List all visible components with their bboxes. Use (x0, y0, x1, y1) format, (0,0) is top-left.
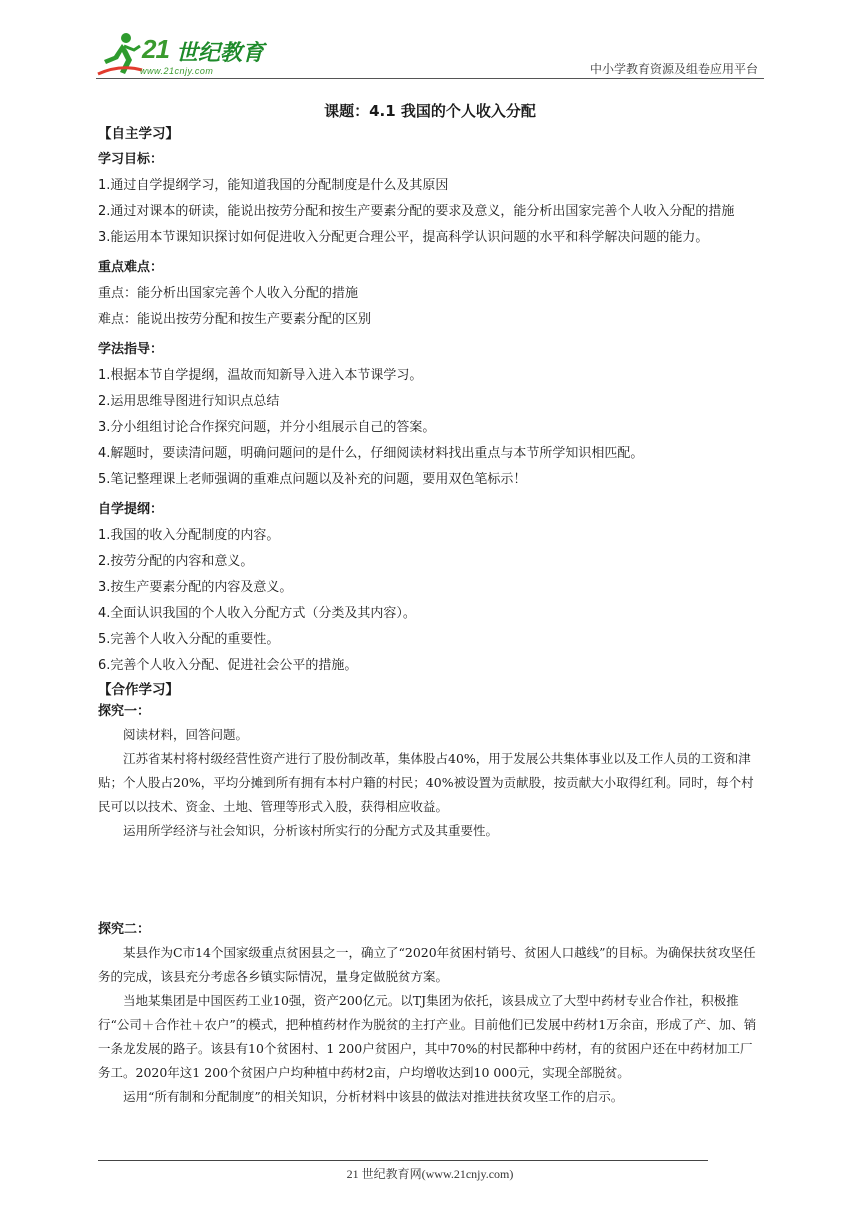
goal-item: 2.通过对课本的研读，能说出按劳分配和按生产要素分配的要求及意义，能分析出国家完善个人收入分配的措施 (98, 204, 735, 219)
method-item: 1.根据本节自学提纲，温故而知新导入进入本节课学习。 (98, 368, 423, 383)
key-heading: 重点难点： (98, 260, 164, 275)
header-divider (96, 78, 764, 79)
document-body (98, 121, 764, 1109)
outline-item: 5.完善个人收入分配的重要性。 (98, 632, 280, 647)
goals-heading: 学习目标： (98, 152, 164, 167)
page-title: 课题：4.1 我国的个人收入分配 (324, 102, 536, 120)
logo-number: 21 (142, 34, 169, 64)
difficult-point: 难点：能说出按劳分配和按生产要素分配的区别 (98, 312, 372, 327)
explore-two-material: 当地某集团是中国医药工业10强，资产200亿元。以TJ集团为依托，该县成立了大型中药材专业合作社，积极推行“公司＋合作社＋农户”的模式，把种植药材作为脱贫的主打产业。目前他们已发展中药材1万余亩，形成了产、加、销一条龙发展的路子。该县有10个贫困村、1 200户贫困户，其中70%的村民都种中药材，有的贫困户还在中药材加工厂务工。2020年这1 200个贫困户户均种植中药材2亩，户均增收达到10 000元，实现全部脱贫。 (98, 993, 757, 1080)
outline-item: 1.我国的收入分配制度的内容。 (98, 528, 280, 543)
outline-item: 2.按劳分配的内容和意义。 (98, 554, 254, 569)
key-point: 重点：能分析出国家完善个人收入分配的措施 (98, 286, 359, 301)
logo-url: www.21cnjy.com (140, 66, 214, 76)
answer-space (98, 843, 764, 915)
goal-item: 3.能运用本节课知识探讨如何促进收入分配更合理公平，提高科学认识问题的水平和科学解决问题的能力。 (98, 230, 709, 245)
platform-name: 中小学教育资源及组卷应用平台 (589, 62, 758, 76)
explore-two-question: 运用“所有制和分配制度”的相关知识，分析材料中该县的做法对推进扶贫攻坚工作的启示。 (123, 1089, 624, 1104)
section-cooperative-study: 【合作学习】 (98, 682, 179, 698)
explore-two-heading: 探究二： (98, 922, 151, 937)
explore-one-material: 江苏省某村将村级经营性资产进行了股份制改革，集体股占40%，用于发展公共集体事业以及工作人员的工资和津贴；个人股占20%，平均分摊到所有拥有本村户籍的村民；40%被设置为贡献股，按贡献大小取得红利。同时，每个村民可以以技术、资金、土地、管理等形式入股，获得相应收益。 (98, 751, 754, 814)
method-heading: 学法指导： (98, 342, 164, 357)
section-self-study: 【自主学习】 (98, 126, 179, 142)
explore-one-question: 运用所学经济与社会知识，分析该村所实行的分配方式及其重要性。 (123, 823, 499, 838)
explore-one-heading: 探究一： (98, 704, 151, 719)
logo (96, 28, 296, 80)
outline-item: 3.按生产要素分配的内容及意义。 (98, 580, 293, 595)
method-item: 3.分小组组讨论合作探究问题，并分小组展示自己的答案。 (98, 420, 436, 435)
goal-item: 1.通过自学提纲学习，能知道我国的分配制度是什么及其原因 (98, 178, 449, 193)
method-item: 5.笔记整理课上老师强调的重难点问题以及补充的问题，要用双色笔标示！ (98, 472, 527, 487)
footer-link[interactable]: 21 世纪教育网(www.21cnjy.com) (346, 1167, 514, 1181)
outline-item: 6.完善个人收入分配、促进社会公平的措施。 (98, 658, 358, 673)
explore-one-instruction: 阅读材料，回答问题。 (123, 727, 249, 742)
page-header (96, 28, 764, 80)
outline-item: 4.全面认识我国的个人收入分配方式（分类及其内容）。 (98, 606, 416, 621)
runner-logo-icon (96, 30, 144, 78)
method-item: 4.解题时，要读清问题，明确问题问的是什么，仔细阅读材料找出重点与本节所学知识相匹配。 (98, 446, 644, 461)
logo-text: 世纪教育 (176, 41, 265, 66)
method-item: 2.运用思维导图进行知识点总结 (98, 394, 280, 409)
outline-heading: 自学提纲： (98, 502, 164, 517)
footer-divider (98, 1160, 708, 1161)
explore-two-material: 某县作为C市14个国家级重点贫困县之一，确立了“2020年贫困村销号、贫困人口越线”的目标。为确保扶贫攻坚任务的完成，该县充分考虑各乡镇实际情况，量身定做脱贫方案。 (98, 945, 756, 984)
